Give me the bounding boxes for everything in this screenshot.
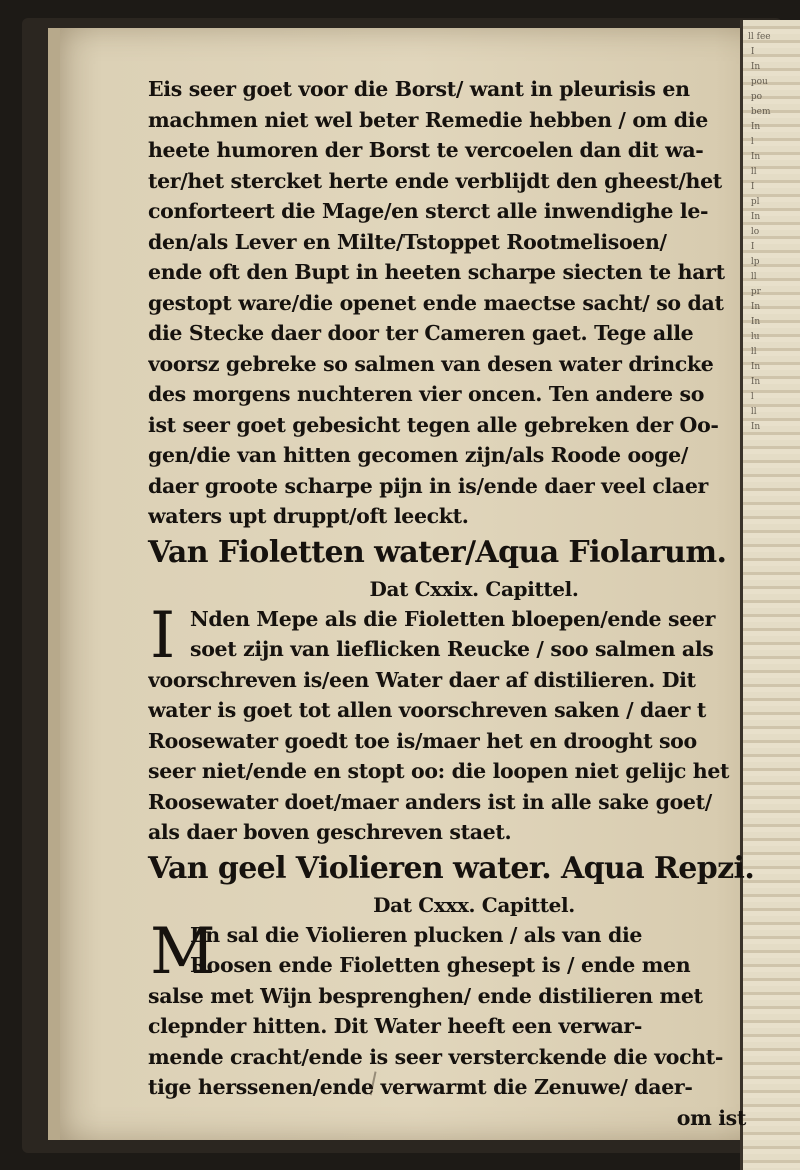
text-line: Roosewater goedt toe is/maer het en drooght soo [148,728,697,753]
chapter-label-cxxix: Dat Cxxix. Capittel. [369,576,579,601]
text-line: ter/het stercket herte ende verblijdt den gheest/het [148,168,722,193]
facing-page-bleed: ll fee I In pou po bem In l In ll I pl In lo I lp ll pr In In lu ll In In l ll In [748,32,771,432]
text-line: mende cracht/ende is seer versterckende die vocht- [148,1044,724,1069]
text-line: tige herssenen/ende verwarmt die Zenuwe/ daer- [148,1075,693,1099]
section-heading-violieren: Van geel Violieren water. Aqua Repzi. [148,850,755,886]
paragraph-3 [148,914,760,1134]
catchword-line: om ist [676,1105,746,1130]
text-line: heete humoren der Borst te vercoelen dan dit wa- [148,138,704,162]
text-line: machmen niet wel beter Remedie hebben / om die [148,107,708,132]
text-line: conforteert die Mage/en sterct alle inwendighe le- [148,199,709,223]
text-line: waters upt druppt/oft leeckt. [148,504,469,528]
text-line: soet zijn van lieflicken Reucke / soo salmen als [190,637,714,661]
text-line: voorschreven is/een Water daer af distilieren. Dit [148,667,696,692]
text-line: ist seer goet gebesicht tegen alle gebreken der Oo- [148,412,719,437]
text-line: salse met Wijn besprenghen/ ende distilieren met [148,983,703,1008]
text-line: Roosen ende Fioletten ghesept is / ende men [190,953,691,977]
drop-cap-initial: M [150,914,216,989]
text-line: ende oft den Bupt in heeten scharpe siecten te hart [148,260,725,284]
text-line: water is goet tot allen voorschreven saken / daer t [148,698,706,722]
text-line: den/als Lever en Milte/Tstoppet Rootmelisoen/ [148,229,667,254]
paragraph-2 [148,598,760,848]
paragraph-1 [148,74,760,532]
drop-cap-initial: I [150,598,175,673]
text-line: gen/die van hitten gecomen zijn/als Roode ooge/ [148,443,688,467]
text-line: gestopt ware/die openet ende maectse sacht/ so dat [148,290,724,315]
text-line: daer groote scharpe pijn in is/ende daer veel claer [148,473,709,498]
text-line: Roosewater doet/maer anders ist in alle sake goet/ [148,789,712,814]
page-text [148,74,760,1133]
chapter-label-cxxx: Dat Cxxx. Capittel. [373,892,575,917]
text-line: clepnder hitten. Dit Water heeft een verwar- [148,1014,642,1038]
text-line: seer niet/ende en stopt oo: die loopen niet gelijc het [148,759,730,783]
section-heading-fioletten: Van Fioletten water/Aqua Fiolarum. [148,534,727,570]
text-line: voorsz gebreke so salmen van desen water drincke [148,351,714,376]
text-line: Eis seer goet voor die Borst/ want in pleurisis en [148,77,690,101]
text-line: des morgens nuchteren vier oncen. Ten andere so [148,382,705,406]
text-line: die Stecke daer door ter Cameren gaet. Tege alle [148,321,694,345]
text-line: En sal die Violieren plucken / als van die [190,922,643,947]
text-line: Nden Mepe als die Fioletten bloepen/ende seer [190,606,716,631]
text-line: als daer boven geschreven staet. [148,820,512,844]
